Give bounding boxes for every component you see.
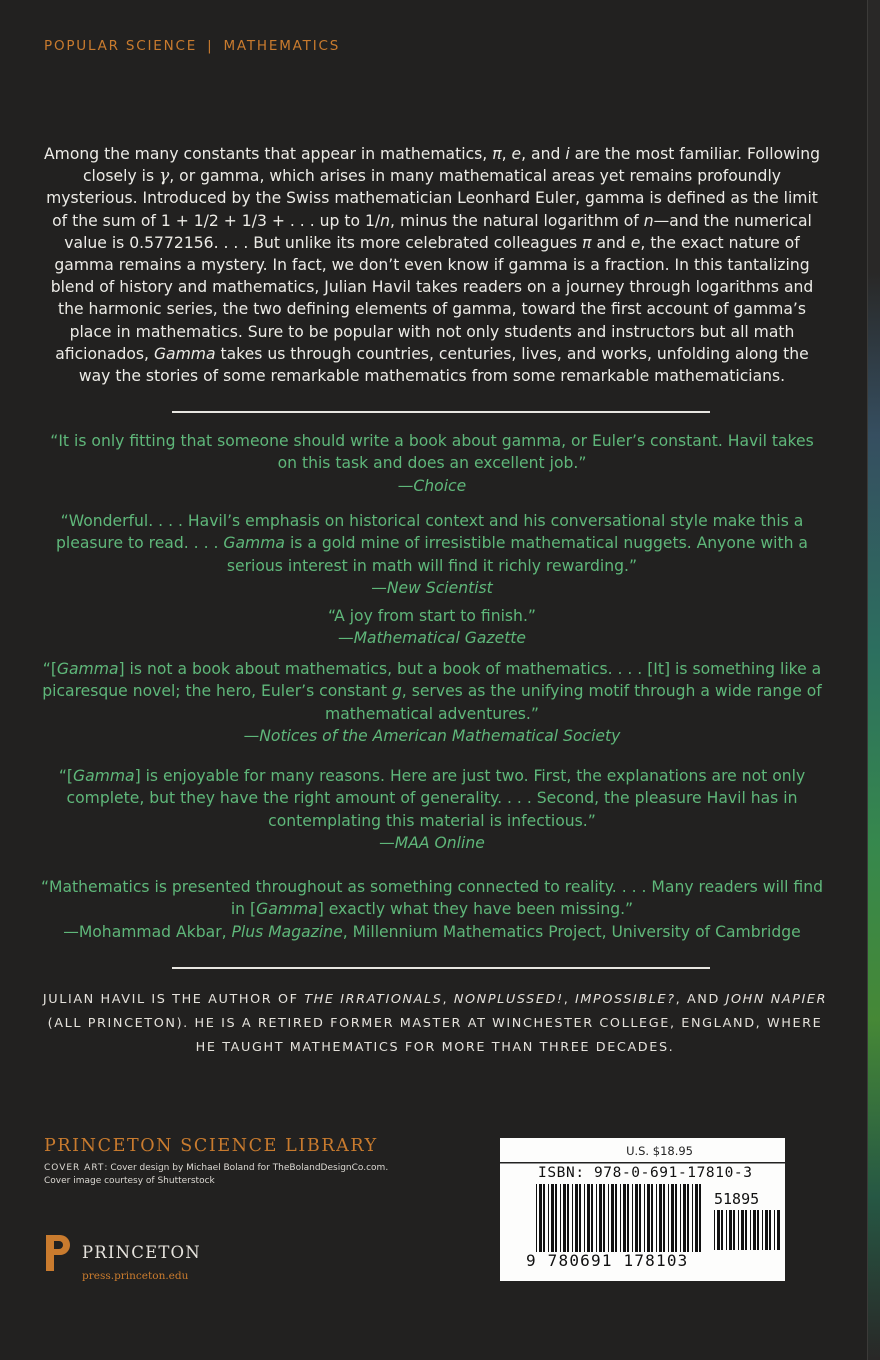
barcode-bar: [741, 1210, 744, 1250]
barcode-bar: [599, 1184, 602, 1252]
barcode-label: [500, 1138, 785, 1281]
cover-art-label: COVER ART: [44, 1163, 105, 1173]
barcode-bar: [671, 1184, 674, 1252]
n-symbol: n: [380, 211, 391, 230]
cover-art-text: : Cover design by Michael Boland for TheBolandDesignCo.com.: [104, 1163, 389, 1173]
barcode-bar: [651, 1184, 653, 1252]
n-symbol: n: [643, 211, 654, 230]
review-ams-notices: [40, 658, 824, 748]
barcode-bar: [611, 1184, 614, 1252]
blurb-text: Among the many constants that appear in mathematics,: [44, 145, 493, 163]
source-name: Choice: [413, 476, 467, 495]
barcode-bar: [774, 1210, 775, 1250]
barcode-bar: [543, 1184, 545, 1252]
barcode-bar: [745, 1210, 747, 1250]
review-source: [40, 577, 824, 599]
barcode-bar: [659, 1184, 662, 1252]
barcode-bar: [596, 1184, 597, 1252]
blurb-text: , or gamma, which arises in many mathematical areas yet remains profoundly mysterious. Introduced by the Swiss mathematician Leonhard Euler, gamma is defined as the limit of the sum of 1 + 1/2 + 1/3 + . . . up to 1/: [46, 167, 818, 230]
barcode-bar: [548, 1184, 549, 1252]
category-popular-science: POPULAR SCIENCE: [44, 38, 198, 54]
barcode-bar: [668, 1184, 669, 1252]
review-gazette: [40, 605, 824, 650]
review-quote: ] is not a book about mathematics, but a book of mathematics. . . . [It] is something like a picaresque novel; the hero, Euler’s constant: [42, 660, 822, 701]
review-quote: “A joy from start to finish.”: [328, 607, 536, 625]
magazine-name: Plus Magazine: [231, 922, 343, 941]
review-source: [40, 475, 824, 497]
barcode-bar: [765, 1210, 768, 1250]
book-title: IMPOSSIBLE?: [575, 992, 676, 1007]
divider-rule: [172, 411, 710, 413]
book-title: Gamma: [56, 660, 119, 678]
review-quote: , serves as the unifying motif through a wide range of mathematical adventures.”: [325, 682, 822, 723]
review-source: [40, 832, 824, 854]
barcode-bar: [623, 1184, 626, 1252]
review-quote: “Mathematics is presented throughout as something connected to reality. . . . Many readers will find in [: [40, 878, 824, 919]
barcode-bar: [563, 1184, 566, 1252]
bio-text: ,: [442, 992, 454, 1007]
barcode-bar: [639, 1184, 641, 1252]
book-title: JOHN NAPIER: [725, 992, 828, 1007]
barcode-bar: [584, 1184, 585, 1252]
barcode-bar: [608, 1184, 609, 1252]
category-label: [44, 38, 340, 54]
cover-credits: [44, 1162, 388, 1188]
blurb-text: , the exact nature of gamma remains a mystery. In fact, we don’t even know if gamma is a fraction. In this tantalizing blend of history and mathematics, Julian Havil takes readers on a journey through logarithms and the harmonic series, the two defining elements of gamma, toward the first account of gamma’s place in mathematics. Sure to be popular with not only students and instructors but all math aficionados,: [50, 233, 814, 363]
bio-text: , AND: [675, 992, 726, 1007]
review-dash: —: [371, 579, 387, 598]
book-title: THE IRRATIONALS: [304, 992, 443, 1007]
barcode-bar: [675, 1184, 677, 1252]
blurb-text: ,: [501, 145, 512, 163]
barcode-bar: [644, 1184, 645, 1252]
barcode-bar: [699, 1184, 701, 1252]
review-quote: “It is only fitting that someone should write a book about gamma, or Euler’s constant. Havil takes on this task and does an excellent job.”: [50, 432, 814, 473]
barcode-bar: [587, 1184, 590, 1252]
blurb-text: are the most familiar. Following closely is: [82, 145, 820, 186]
pi-symbol: π: [492, 145, 502, 163]
isbn-text: ISBN: 978-0-691-17810-3: [538, 1165, 753, 1181]
blurb-text: , and: [521, 145, 566, 163]
barcode-bar: [567, 1184, 569, 1252]
i-symbol: i: [565, 145, 570, 163]
source-name: New Scientist: [386, 579, 493, 598]
barcode-bar: [683, 1184, 686, 1252]
review-source: [40, 921, 824, 943]
price-label: U.S. $18.95: [626, 1144, 693, 1158]
barcode-bar: [620, 1184, 621, 1252]
barcode-bar: [663, 1184, 665, 1252]
review-dash: —: [243, 727, 260, 746]
barcode-bar: [615, 1184, 617, 1252]
book-title: Gamma: [72, 767, 135, 785]
barcode-bar: [656, 1184, 657, 1252]
barcode-bar: [721, 1210, 723, 1250]
barcode-bar: [729, 1210, 732, 1250]
cover-art-credit: [44, 1162, 388, 1175]
cover-image-credit: Cover image courtesy of Shutterstock: [44, 1176, 215, 1186]
barcode-bar: [591, 1184, 593, 1252]
bio-text: JULIAN HAVIL IS THE AUTHOR OF: [42, 992, 305, 1007]
barcode-bar: [757, 1210, 759, 1250]
barcode-bar: [539, 1184, 542, 1252]
source-name: MAA Online: [394, 834, 485, 853]
barcode-bar: [560, 1184, 561, 1252]
source-name: Mathematical Gazette: [353, 629, 527, 648]
book-title: Gamma: [256, 900, 318, 919]
review-dash: —: [337, 629, 354, 648]
barcode-bar: [733, 1210, 735, 1250]
barcode-bar: [647, 1184, 650, 1252]
barcode-bar: [777, 1210, 780, 1250]
blurb-text: , minus the natural logarithm of: [390, 211, 644, 230]
barcode-bar: [635, 1184, 638, 1252]
barcode-bar: [714, 1210, 715, 1250]
spine-gradient: [868, 0, 880, 1360]
publisher-url: press.princeton.edu: [82, 1270, 189, 1282]
princeton-logo-icon: [44, 1233, 74, 1273]
barcode-bar: [769, 1210, 771, 1250]
book-title: Gamma: [223, 534, 285, 553]
category-mathematics: MATHEMATICS: [223, 38, 341, 54]
blurb-text: takes us through countries, centuries, lives, and works, unfolding along the way the stories of some remarkable mathematics from some remarkable mathematicians.: [78, 344, 809, 386]
e-symbol: e: [511, 145, 522, 163]
review-quote: is a gold mine of irresistible mathematical nuggets. Anyone with a serious interest in math will find it richly rewarding.”: [226, 534, 808, 575]
review-dash: —: [397, 476, 414, 495]
publisher-name: PRINCETON: [82, 1243, 201, 1262]
source-name: —Mohammad Akbar,: [63, 922, 232, 941]
barcode-bar: [762, 1210, 763, 1250]
review-new-scientist: [40, 510, 824, 600]
barcode-bar: [627, 1184, 629, 1252]
e-symbol: e: [630, 233, 641, 252]
book-title: NONPLUSSED!: [453, 992, 564, 1007]
barcode-bar: [692, 1184, 693, 1252]
barcode-bar: [695, 1184, 698, 1252]
review-choice: [40, 430, 824, 497]
review-quote: “[: [42, 660, 57, 678]
bio-text: ,: [563, 992, 576, 1007]
barcode-bar: [551, 1184, 554, 1252]
review-quote: ] exactly what they have been missing.”: [317, 900, 634, 919]
review-source: [40, 725, 824, 747]
series-name: PRINCETON SCIENCE LIBRARY: [44, 1136, 378, 1156]
bio-text: (ALL PRINCETON). HE IS A RETIRED FORMER MASTER AT WINCHESTER COLLEGE, ENGLAND, WHERE HE TAUGHT MATHEMATICS FOR MORE THAN THREE DECADES.: [47, 1016, 823, 1055]
review-dash: —: [379, 834, 395, 853]
barcode-bar: [687, 1184, 689, 1252]
barcode-bar: [753, 1210, 756, 1250]
review-quote: “Wonderful. . . . Havil’s emphasis on historical context and his conversational style make this a pleasure to read. . . .: [56, 512, 804, 553]
review-quote: ] is enjoyable for many reasons. Here are just two. First, the explanations are not only complete, but they have the right amount of generality. . . . Second, the pleasure Havil has in contemplating this material is infectious.”: [66, 767, 806, 830]
blurb-text: and: [591, 233, 631, 252]
gamma-symbol: γ: [159, 166, 170, 187]
category-separator: |: [207, 38, 214, 54]
book-title: Gamma: [153, 344, 216, 363]
barcode-bar: [717, 1210, 720, 1250]
barcode-bar: [680, 1184, 681, 1252]
blurb-text: —and the numerical value is 0.5772156. . . . But unlike its more celebrated colleagues: [64, 211, 812, 252]
barcode-bar: [536, 1184, 537, 1252]
source-name: Notices of the American Mathematical Society: [259, 727, 621, 746]
divider-rule: [172, 967, 710, 969]
barcode-bar: [726, 1210, 727, 1250]
author-bio: [40, 988, 830, 1060]
review-quote: “[: [58, 767, 73, 785]
source-affiliation: , Millennium Mathematics Project, University of Cambridge: [342, 922, 801, 941]
barcode-bar: [738, 1210, 739, 1250]
review-maa-online: [40, 765, 824, 855]
price-code: 51895: [714, 1190, 760, 1208]
barcode-bar: [575, 1184, 578, 1252]
barcode-bar: [750, 1210, 751, 1250]
barcode-digits: 9 780691 178103: [526, 1251, 689, 1270]
review-source: [40, 627, 824, 649]
pi-symbol: π: [582, 233, 592, 252]
barcode-bar: [603, 1184, 605, 1252]
g-symbol: g: [391, 682, 402, 701]
barcode-bar: [555, 1184, 557, 1252]
review-plus-magazine: [40, 876, 824, 943]
book-description: [42, 143, 822, 387]
barcode-bar: [632, 1184, 633, 1252]
barcode-bar: [579, 1184, 581, 1252]
barcode-bar: [572, 1184, 573, 1252]
